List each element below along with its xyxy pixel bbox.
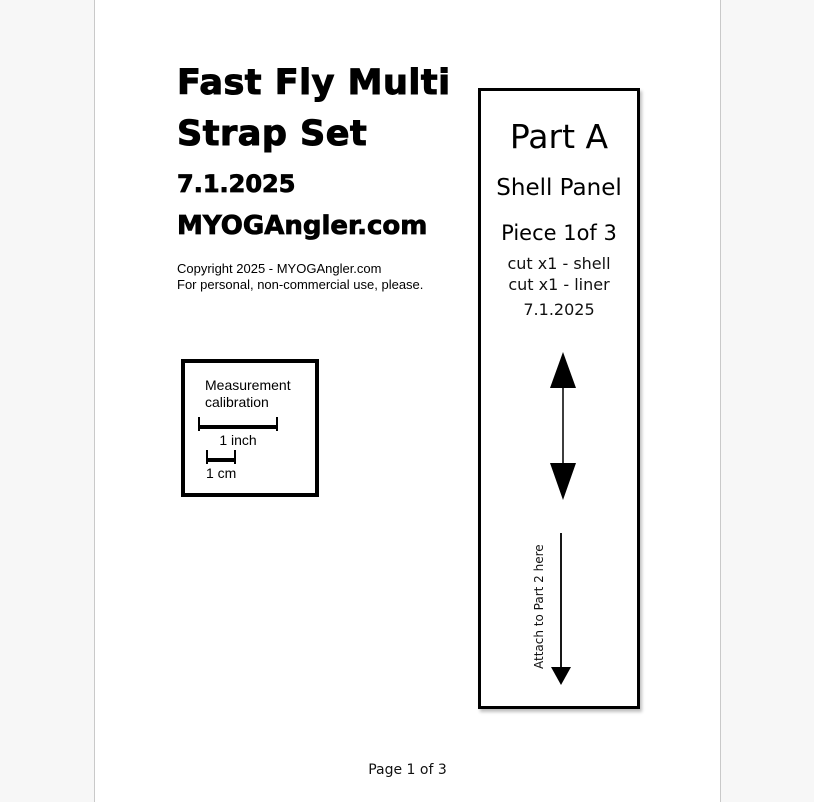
calibration-label: Measurement calibration	[205, 377, 291, 410]
inch-ruler-right-tick	[276, 417, 278, 431]
calibration-box	[181, 359, 319, 497]
attach-note-label: Attach to Part 2 here	[532, 544, 546, 669]
part-a-date: 7.1.2025	[523, 300, 595, 319]
pattern-title	[177, 58, 451, 160]
part-a-title: Part A	[509, 117, 609, 156]
document-page	[94, 0, 721, 802]
arrow-shaft	[562, 388, 564, 463]
part-a-pattern-box	[478, 88, 640, 709]
cm-ruler-right-tick	[234, 450, 236, 464]
copyright-line1: Copyright 2025 - MYOGAngler.com	[177, 261, 382, 276]
inch-ruler-icon	[198, 417, 278, 431]
cm-label: 1 cm	[206, 465, 237, 481]
copyright-notice	[177, 261, 423, 292]
part-a-piece-count: Piece 1of 3	[501, 221, 617, 245]
pattern-title-line2: Strap Set	[177, 114, 368, 154]
inch-label: 1 inch	[219, 432, 257, 448]
part-a-cut-shell: cut x1 - shell	[507, 254, 611, 273]
cm-ruler-bar	[206, 458, 236, 462]
cm-ruler-icon	[206, 450, 236, 464]
attach-arrow-icon	[560, 533, 562, 668]
double-arrow-icon	[550, 352, 576, 500]
part-a-subtitle: Shell Panel	[496, 175, 622, 201]
inch-ruler-bar	[198, 425, 278, 429]
website-name: MYOGAngler.com	[177, 211, 428, 241]
pattern-date: 7.1.2025	[177, 170, 296, 198]
page-number: Page 1 of 3	[368, 762, 447, 778]
copyright-line2: For personal, non-commercial use, please.	[177, 276, 424, 292]
arrow-up-head	[550, 352, 576, 388]
pattern-title-line1: Fast Fly Multi	[177, 63, 451, 103]
part-a-cut-liner: cut x1 - liner	[508, 275, 610, 294]
arrow-down-head	[550, 463, 576, 500]
attach-arrow-head	[551, 667, 571, 685]
